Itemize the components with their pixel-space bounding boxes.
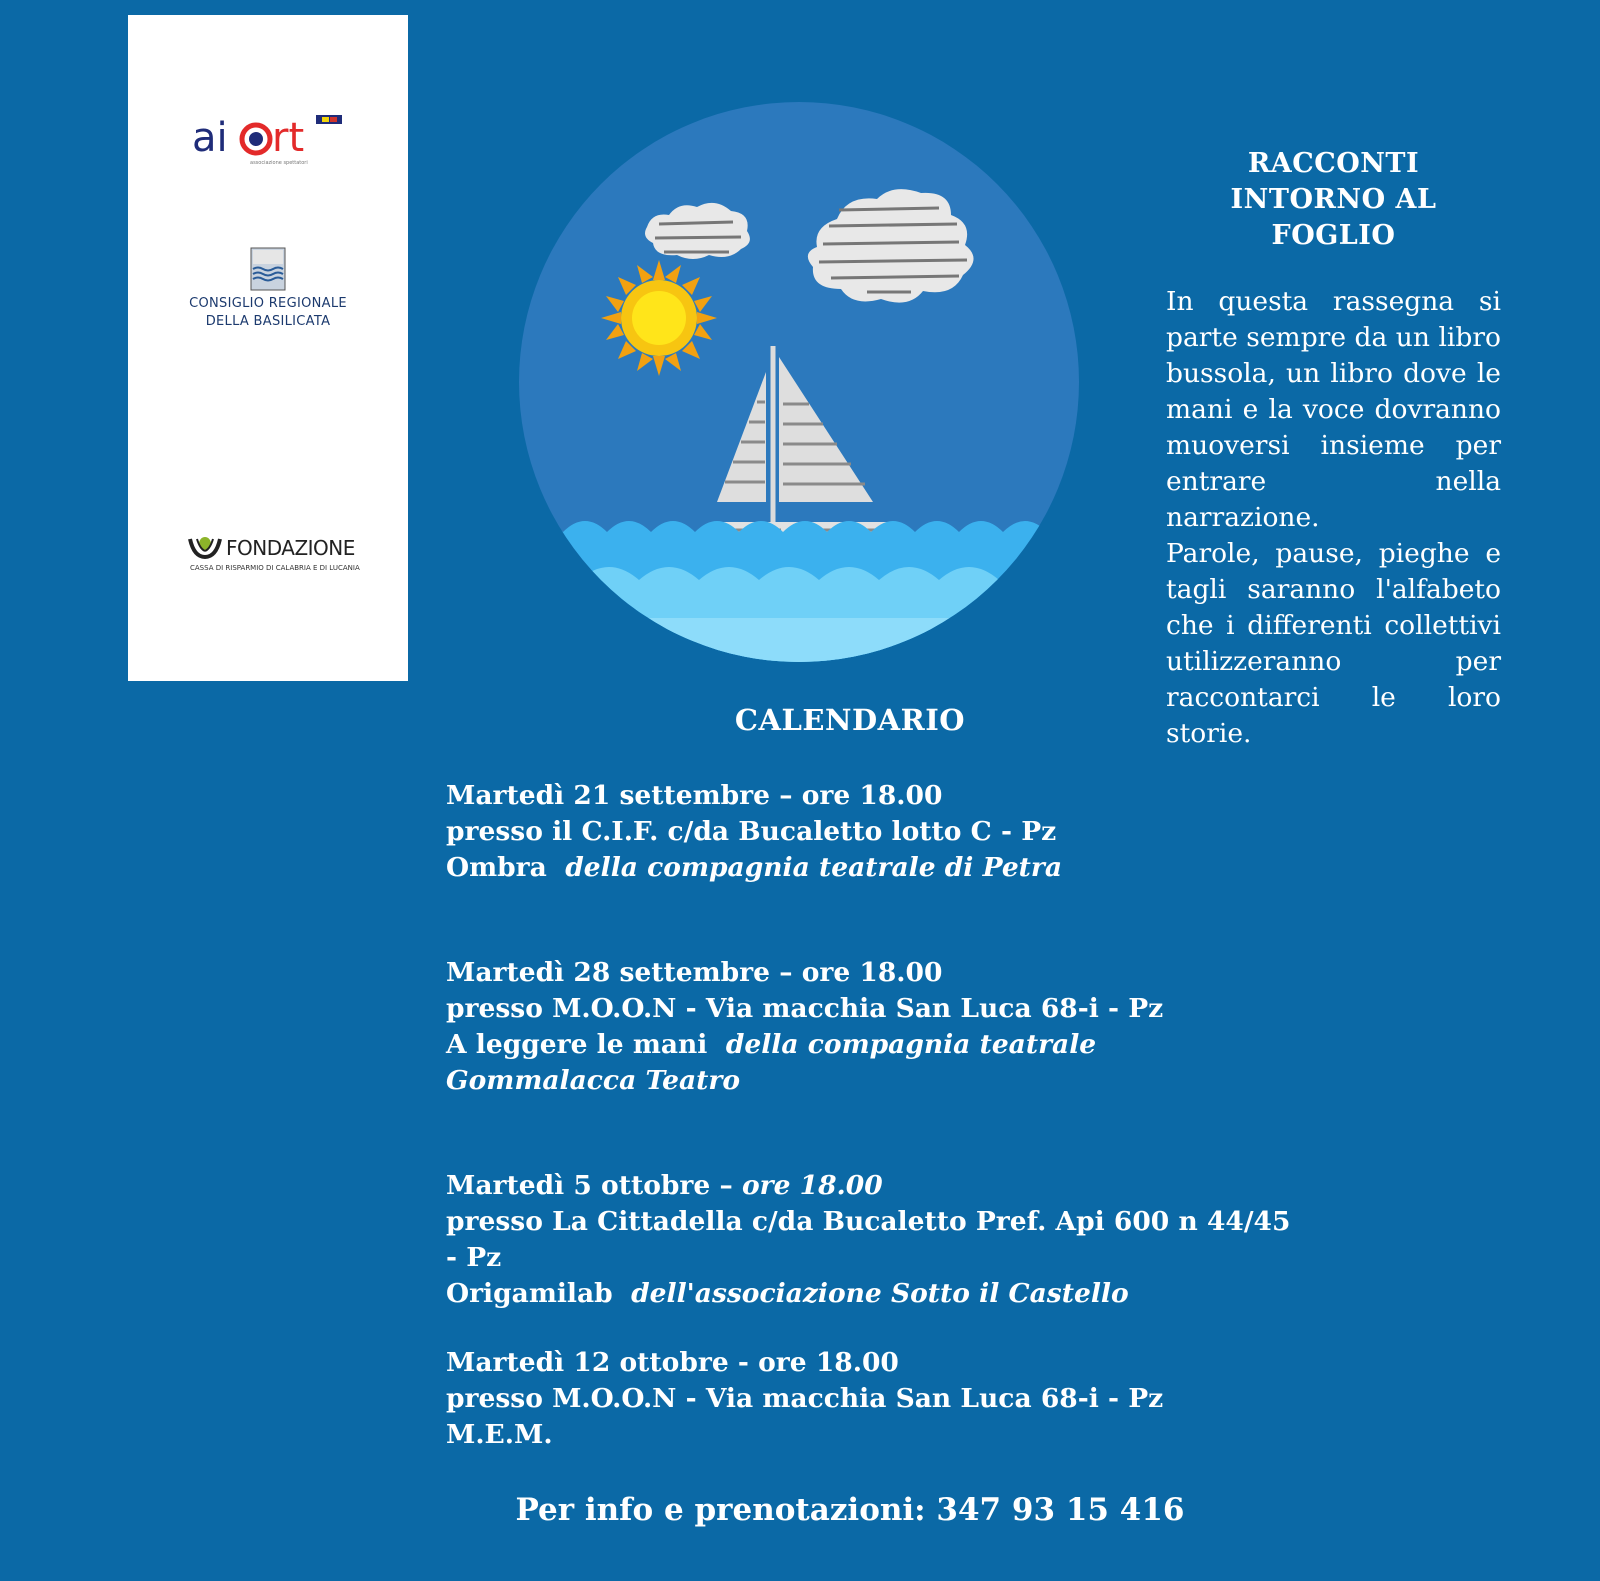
sponsor-panel — [128, 15, 408, 681]
fondazione-name: FONDAZIONE — [226, 536, 355, 560]
event-company: della compagnia teatrale di Petra — [565, 852, 1063, 883]
event-date: Martedì 28 settembre – ore 18.00 — [446, 957, 943, 988]
event-place: presso M.O.O.N - Via macchia San Luca 68-i - Pz — [446, 993, 1164, 1024]
fondazione-emblem-icon — [188, 535, 222, 561]
event-date: Martedì 12 ottobre - ore 18.00 — [446, 1347, 899, 1378]
sailboat-illustration — [519, 102, 1080, 663]
event-company: dell'associazione Sotto il Castello — [631, 1278, 1129, 1309]
calendar-title: CALENDARIO — [734, 703, 966, 737]
svg-text:rt: rt — [272, 115, 305, 161]
event-show-line — [446, 1276, 1306, 1312]
aiart-logo — [190, 97, 350, 177]
sun-icon — [601, 260, 717, 376]
event-place: presso La Cittadella c/da Bucaletto Pref. Api 600 n 44/45 - Pz — [446, 1206, 1291, 1273]
event-item — [446, 778, 1346, 886]
intro-body: In questa rassegna si parte sempre da un libro bussola, un libro dove le mani e la voce dovranno muoversi insieme per entrare nella narrazione. Parole, pause, pieghe e tagli saranno l'alfabeto che i differenti collettivi utilizzeranno per raccontarci le loro storie. — [1166, 286, 1501, 749]
event-place: presso M.O.O.N - Via macchia San Luca 68-i - Pz — [446, 1383, 1164, 1414]
intro-title: RACCONTI INTORNO AL FOGLIO — [1230, 148, 1437, 251]
event-date: Martedì 5 ottobre – ore 18.00 — [446, 1170, 883, 1201]
info-contact: Per info e prenotazioni: 347 93 15 416 — [515, 1492, 1185, 1528]
event-date: Martedì 21 settembre – ore 18.00 — [446, 780, 943, 811]
fondazione-subtitle: CASSA DI RISPARMIO DI CALABRIA E DI LUCANIA — [190, 564, 360, 572]
intro-section — [1166, 146, 1501, 752]
event-place: presso il C.I.F. c/da Bucaletto lotto C - Pz — [446, 816, 1057, 847]
svg-text:ai: ai — [192, 115, 228, 161]
event-show: Origamilab — [446, 1278, 613, 1309]
fondazione-logo — [188, 533, 358, 583]
event-show: Ombra — [446, 852, 547, 883]
event-item — [446, 955, 1226, 1099]
consiglio-regionale-logo — [128, 247, 408, 331]
event-show-line — [446, 1417, 1346, 1453]
event-show: M.E.M. — [446, 1419, 553, 1450]
event-item — [446, 1168, 1306, 1312]
consiglio-name: CONSIGLIO REGIONALE DELLA BASILICATA — [189, 296, 347, 329]
event-show: A leggere le mani — [446, 1029, 708, 1060]
svg-text:associazione spettatori: associazione spettatori — [250, 160, 308, 166]
event-item — [446, 1345, 1346, 1453]
event-company: della compagnia teatrale Gommalacca Teatro — [446, 1029, 1097, 1096]
event-show-line — [446, 850, 1346, 886]
coat-of-arms-icon — [250, 247, 286, 291]
sea-waves — [519, 521, 1080, 663]
event-show-line — [446, 1027, 1226, 1099]
